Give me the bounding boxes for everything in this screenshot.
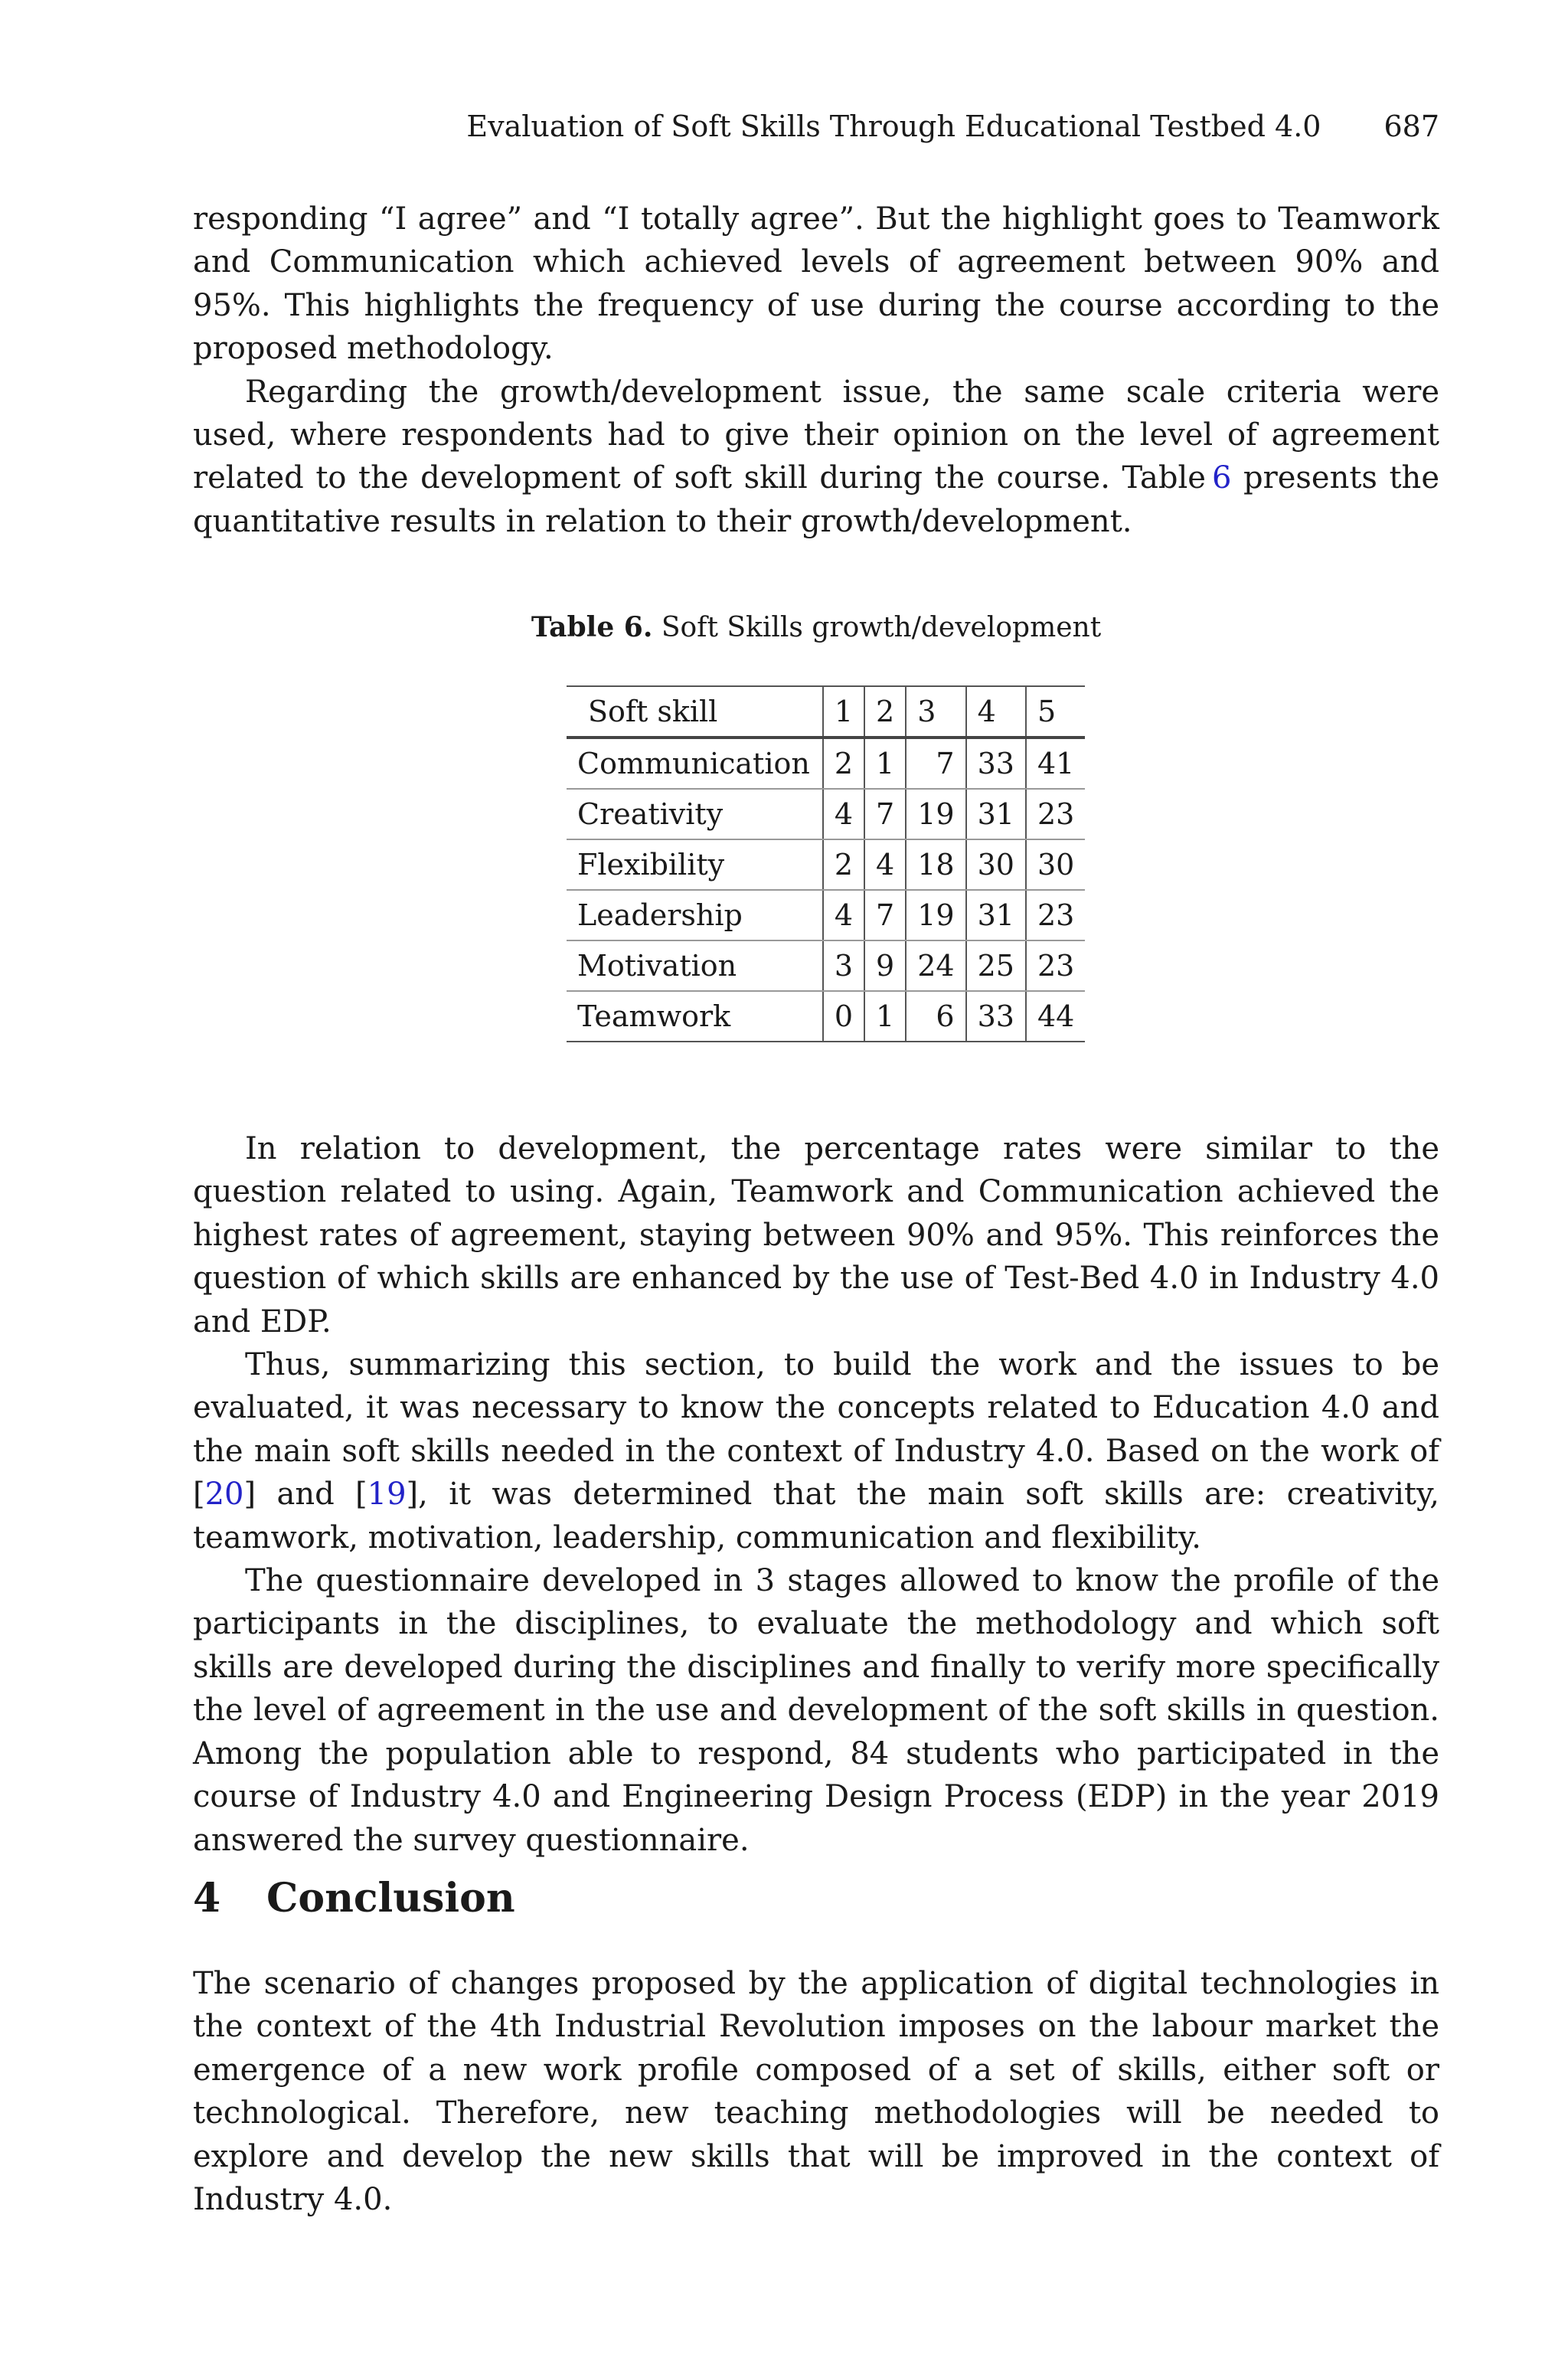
- table-caption-text: Soft Skills growth/development: [652, 612, 1102, 643]
- cell-value: 18: [906, 839, 965, 890]
- cell-skill: Flexibility: [567, 839, 823, 890]
- page-number: 687: [1383, 110, 1439, 143]
- cell-skill: Motivation: [567, 940, 823, 991]
- cell-skill: Teamwork: [567, 991, 823, 1042]
- cell-value: 25: [966, 940, 1026, 991]
- cell-value: 33: [966, 738, 1026, 789]
- table-row: [567, 738, 1085, 789]
- cell-value: 4: [864, 839, 906, 890]
- header-scale-3: 3: [906, 686, 965, 738]
- table-row: [567, 839, 1085, 890]
- conclusion-block: [193, 1962, 1439, 2221]
- header-scale-1: 1: [823, 686, 864, 738]
- cell-value: 7: [864, 789, 906, 839]
- cell-value: 23: [1026, 890, 1085, 940]
- table-caption-label: Table 6.: [531, 611, 653, 643]
- section-number: 4: [193, 1875, 221, 1922]
- cell-value: 7: [906, 738, 965, 789]
- paragraph-continued: responding “I agree” and “I totally agree”. But the highlight goes to Teamwork and Communication which achieved levels of agreement between 90% and 95%. This highlights the frequency of use during the course according to the proposed methodology.: [193, 201, 1439, 367]
- table-ref-link[interactable]: 6: [1211, 460, 1232, 496]
- header-scale-5: 5: [1026, 686, 1085, 738]
- cell-value: 23: [1026, 789, 1085, 839]
- table-caption: [193, 608, 1439, 647]
- table-row: [567, 940, 1085, 991]
- intro-block: [193, 198, 1439, 543]
- section-title: Conclusion: [266, 1875, 515, 1922]
- cell-skill: Creativity: [567, 789, 823, 839]
- paragraph-questionnaire: The questionnaire developed in 3 stages allowed to know the profile of the participants in the disciplines, to evaluate the methodology and which soft skills are developed during the disciplines and finally to verify more specifically the level of agreement in the use and development of the soft skills in question. Among the population able to respond, 84 students who participated in the course of Industry 4.0 and Engineering Design Process (EDP) in the year 2019 answered the survey questionnaire.: [193, 1563, 1439, 1858]
- cell-value: 23: [1026, 940, 1085, 991]
- citation-link-20[interactable]: 20: [204, 1477, 244, 1513]
- paragraph-text: presents the quantitative results in relation to their growth/development.: [193, 460, 1439, 539]
- paragraph-conclusion: The scenario of changes proposed by the application of digital technologies in the context of the 4th Industrial Revolution imposes on the labour market the emergence of a new work profile composed of a set of skills, either soft or technological. Therefore, new teaching methodologies will be needed to explore and develop the new skills that will be improved in the context of Industry 4.0.: [193, 1966, 1439, 2218]
- cell-value: 2: [823, 738, 864, 789]
- paragraph-summary: [193, 1343, 1439, 1559]
- cell-value: 33: [966, 991, 1026, 1042]
- cell-value: 1: [864, 738, 906, 789]
- table-row: [567, 991, 1085, 1042]
- cell-value: 19: [906, 890, 965, 940]
- paragraph-text: ], it was determined that the main soft skills are: creativity, teamwork, motivation, leadership, communication and flexibility.: [193, 1477, 1439, 1555]
- running-header: [466, 106, 1439, 147]
- cell-value: 44: [1026, 991, 1085, 1042]
- cell-value: 31: [966, 789, 1026, 839]
- cell-value: 30: [1026, 839, 1085, 890]
- paragraph-text: Regarding the growth/development issue, the same scale criteria were used, where respondents had to give their opinion on the level of agreement related to the development of soft skill during the course. Table: [193, 374, 1439, 496]
- header-scale-4: 4: [966, 686, 1026, 738]
- table-header-row: [567, 686, 1085, 738]
- section-heading-conclusion: [193, 1872, 515, 1925]
- cell-skill: Communication: [567, 738, 823, 789]
- paragraph-development: In relation to development, the percentage rates were similar to the question related to using. Again, Teamwork and Communication achieved the highest rates of agreement, staying between 90% and 95%. This reinforces the question of which skills are enhanced by the use of Test-Bed 4.0 in Industry 4.0 and EDP.: [193, 1131, 1439, 1339]
- running-title: Evaluation of Soft Skills Through Educational Testbed 4.0: [466, 110, 1321, 143]
- citation-link-19[interactable]: 19: [367, 1477, 407, 1513]
- paragraph-text: Thus, summarizing this section, to build the work and the issues to be evaluated, it was necessary to know the concepts related to Education 4.0 and the main soft skills needed in the context of Industry 4.0. Based on the work of [: [193, 1347, 1439, 1513]
- cell-skill: Leadership: [567, 890, 823, 940]
- soft-skills-table: [567, 685, 1085, 1042]
- cell-value: 24: [906, 940, 965, 991]
- cell-value: 6: [906, 991, 965, 1042]
- cell-value: 41: [1026, 738, 1085, 789]
- cell-value: 19: [906, 789, 965, 839]
- paragraph-growth-development: [193, 371, 1439, 544]
- table-row: [567, 890, 1085, 940]
- cell-value: 1: [864, 991, 906, 1042]
- table-row: [567, 789, 1085, 839]
- cell-value: 2: [823, 839, 864, 890]
- paragraph-text: ] and [: [243, 1477, 368, 1513]
- cell-value: 30: [966, 839, 1026, 890]
- cell-value: 3: [823, 940, 864, 991]
- discussion-block: [193, 1127, 1439, 1862]
- cell-value: 31: [966, 890, 1026, 940]
- cell-value: 9: [864, 940, 906, 991]
- header-soft-skill: Soft skill: [567, 686, 823, 738]
- cell-value: 0: [823, 991, 864, 1042]
- cell-value: 7: [864, 890, 906, 940]
- cell-value: 4: [823, 789, 864, 839]
- header-scale-2: 2: [864, 686, 906, 738]
- cell-value: 4: [823, 890, 864, 940]
